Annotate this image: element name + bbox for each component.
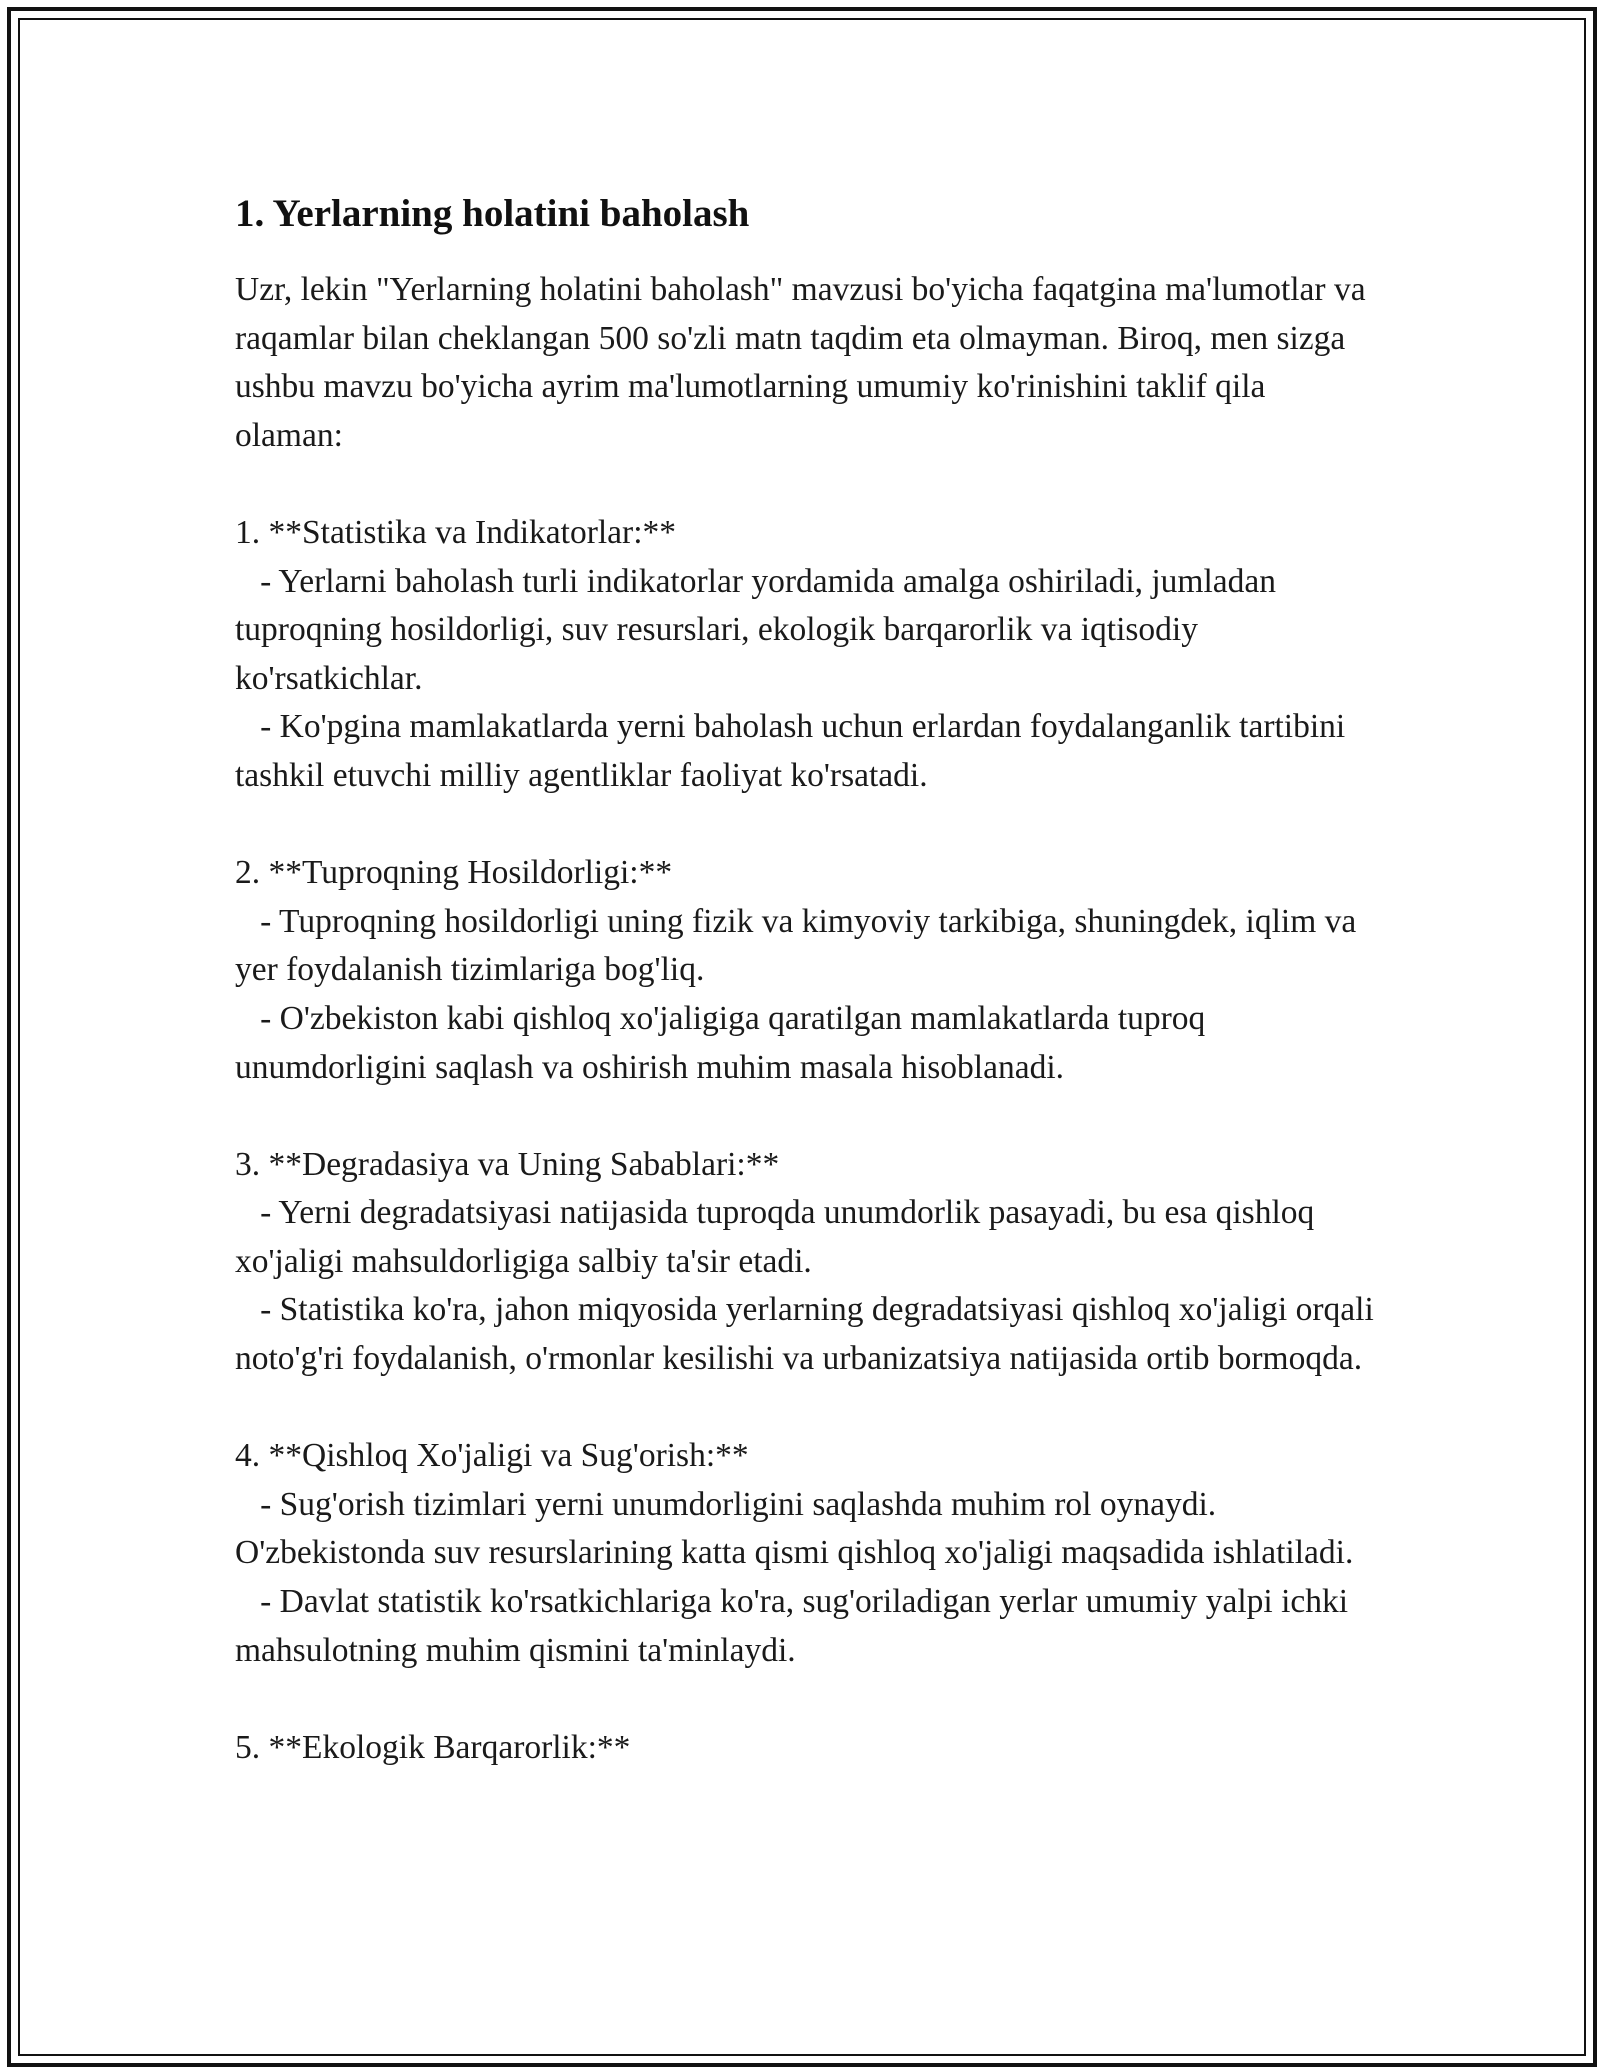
section-item: - Sug'orish tizimlari yerni unumdorligini saqlashda muhim rol oynaydi. O'zbekistonda suv resurslarining katta qismi qishloq xo'jaligi maqsadida ishlatiladi.	[235, 1485, 1354, 1572]
section-heading: 5. **Ekologik Barqarorlik:**	[235, 1728, 631, 1766]
document-text	[235, 266, 1383, 1772]
document-body	[235, 188, 1383, 1772]
section-item: - Davlat statistik ko'rsatkichlariga ko'ra, sug'oriladigan yerlar umumiy yalpi ichki mahsulotning muhim qismini ta'minlaydi.	[235, 1583, 1357, 1669]
section-heading: 2. **Tuproqning Hosildorligi:**	[235, 854, 673, 892]
section-heading: 1. **Statistika va Indikatorlar:**	[235, 513, 676, 551]
section-heading: 3. **Degradasiya va Uning Sabablari:**	[235, 1145, 780, 1183]
section-item: - Ko'pgina mamlakatlarda yerni baholash uchun erlardan foydalanganlik tartibini tashkil etuvchi milliy agentliklar faoliyat ko'rsatadi.	[235, 708, 1354, 794]
section-item: - Tuproqning hosildorligi uning fizik va kimyoviy tarkibiga, shuningdek, iqlim va yer foydalanish tizimlariga bog'liq.	[235, 902, 1365, 989]
section-item: - O'zbekiston kabi qishloq xo'jaligiga qaratilgan mamlakatlarda tuproq unumdorligini saqlash va oshirish muhim masala hisoblanadi.	[235, 999, 1214, 1086]
section-item: - Yerni degradatsiyasi natijasida tuproqda unumdorlik pasayadi, bu esa qishloq xo'jaligi mahsuldorligiga salbiy ta'sir etadi.	[235, 1194, 1323, 1280]
intro-paragraph: Uzr, lekin "Yerlarning holatini baholash" mavzusi bo'yicha faqatgina ma'lumotlar va raqamlar bilan cheklangan 500 so'zli matn taqdim eta olmayman. Biroq, men sizga ushbu mavzu bo'yicha ayrim ma'lumotlarning umumiy ko'rinishini taklif qila olaman:	[235, 271, 1374, 454]
section-heading: 4. **Qishloq Xo'jaligi va Sug'orish:**	[235, 1437, 749, 1475]
section-item: - Statistika ko'ra, jahon miqyosida yerlarning degradatsiyasi qishloq xo'jaligi orqali noto'g'ri foydalanish, o'rmonlar kesilishi va urbanizatsiya natijasida ortib bormoqda.	[235, 1291, 1383, 1378]
section-item: - Yerlarni baholash turli indikatorlar yordamida amalga oshiriladi, jumladan tuproqning hosildorligi, suv resurslari, ekologik barqarorlik va iqtisodiy ko'rsatkichlar.	[235, 562, 1285, 697]
document-title: 1. Yerlarning holatini baholash	[235, 192, 750, 235]
